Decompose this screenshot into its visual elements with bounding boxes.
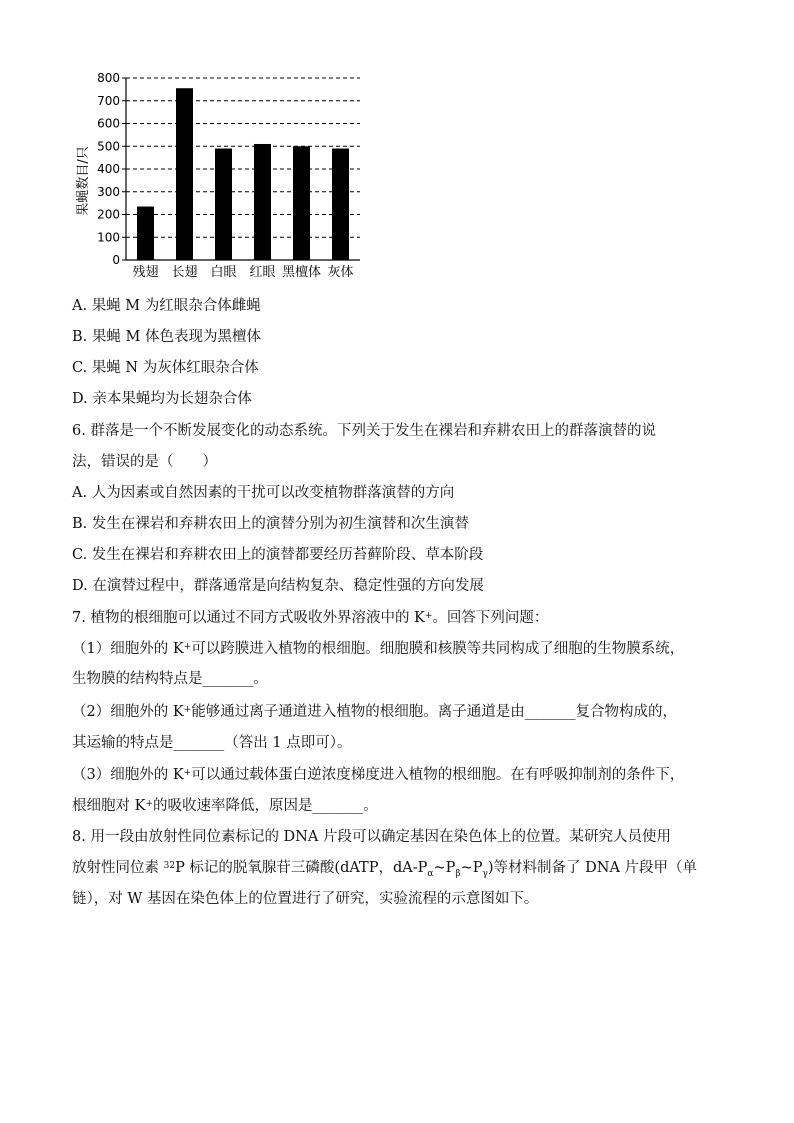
q7-stem (72, 608, 548, 628)
y-tick-label: 200 (97, 207, 120, 222)
y-tick-label: 800 (97, 71, 120, 85)
q6-option-a: A. 人为因素或自然因素的干扰可以改变植物群落演替的方向 (72, 485, 455, 501)
q8-line2-b: P 标记的脱氧腺苷三磷酸(dATP，dA-P (175, 860, 428, 876)
sub-beta: β (455, 868, 461, 879)
ion-charge: + (183, 642, 192, 652)
tilde-p2: ~P (460, 860, 483, 876)
bar (332, 149, 349, 260)
q7-p3-b: 可以通过载体蛋白逆浓度梯度进入植物的根细胞。在有呼吸抑制剂的条件下， (191, 767, 685, 783)
q7-p1-a: （1）细胞外的 K (72, 641, 184, 657)
sub-alpha: α (427, 868, 434, 879)
q6-option-d: D. 在演替过程中，群落通常是向结构复杂、稳定性强的方向发展 (72, 578, 484, 594)
y-tick-label: 500 (97, 139, 120, 154)
x-tick-label: 灰体 (327, 265, 354, 280)
chart-bars (137, 88, 349, 260)
q7-p1-line2: 生物膜的结构特点是_______。 (72, 671, 268, 687)
q7-p2-b: 能够通过离子通道进入植物的根细胞。离子通道是由_______复合物构成的， (191, 704, 677, 720)
bar (176, 88, 193, 260)
q7-stem-b: 。回答下列问题： (432, 610, 549, 626)
q5-option-d: D. 亲本果蝇均为长翅杂合体 (72, 391, 252, 407)
q7-p2-line1 (72, 702, 677, 722)
q6-option-b: B. 发生在裸岩和弃耕农田上的演替分别为初生演替和次生演替 (72, 516, 469, 532)
q7-p3-line1 (72, 765, 684, 785)
chart-grid (126, 78, 360, 237)
y-tick-label: 0 (112, 253, 120, 267)
sub-gamma: γ (482, 868, 488, 879)
y-tick-label: 600 (97, 116, 120, 131)
tilde-p1: ~P (433, 860, 456, 876)
q8-line3: 链），对 W 基因在染色体上的位置进行了研究，实验流程的示意图如下。 (72, 891, 539, 907)
q8-line2-a: 放射性同位素 (72, 860, 164, 876)
q8-line1: 8. 用一段由放射性同位素标记的 DNA 片段可以确定基因在染色体上的位置。某研究人员使用 (72, 829, 671, 845)
q8-line2 (72, 858, 697, 884)
isotope-mass-number: 32 (163, 861, 176, 871)
ion-charge: + (183, 705, 192, 715)
q7-p3-line2-b: 的吸收速率降低，原因是_______。 (153, 798, 378, 814)
x-axis-ticks (132, 264, 353, 280)
y-tick-label: 100 (97, 230, 120, 245)
q7-p3-a: （3）细胞外的 K (72, 767, 184, 783)
q5-option-c: C. 果蝇 N 为灰体红眼杂合体 (72, 360, 259, 376)
q7-p3-line2-a: 根细胞对 K (72, 798, 146, 814)
q5-option-a: A. 果蝇 M 为红眼杂合体雌蝇 (72, 298, 261, 314)
q6-stem-line1: 6. 群落是一个不断发展变化的动态系统。下列关于发生在裸岩和弃耕农田上的群落演替的说 (72, 423, 656, 439)
bar (137, 207, 154, 260)
q7-stem-a: 7. 植物的根细胞可以通过不同方式吸收外界溶液中的 K (72, 610, 425, 626)
y-axis-ticks (97, 71, 126, 267)
q7-p2-line2: 其运输的特点是_______（答出 1 点即可）。 (72, 735, 352, 751)
bar (215, 149, 232, 260)
y-tick-label: 700 (97, 93, 120, 108)
bar-chart (72, 66, 372, 286)
q7-p2-a: （2）细胞外的 K (72, 704, 184, 720)
bar (293, 146, 310, 260)
q6-stem-line2: 法，错误的是（ ） (72, 454, 217, 470)
q5-option-b: B. 果蝇 M 体色表现为黑檀体 (72, 329, 261, 345)
x-tick-label: 残翅 (132, 265, 159, 280)
y-tick-label: 300 (97, 184, 120, 199)
q8-line2-c: )等材料制备了 DNA 片段甲（单 (487, 860, 698, 876)
x-tick-label: 黑檀体 (281, 265, 322, 280)
x-tick-label: 长翅 (171, 265, 198, 280)
q7-p1-b: 可以跨膜进入植物的根细胞。细胞膜和核膜等共同构成了细胞的生物膜系统， (191, 641, 685, 657)
ion-charge: + (424, 611, 433, 621)
x-tick-label: 白眼 (210, 265, 237, 280)
q7-p3-line2 (72, 796, 378, 816)
y-tick-label: 400 (97, 162, 120, 176)
q7-p1-line1 (72, 639, 684, 659)
bar (254, 144, 271, 260)
ion-charge: + (183, 768, 192, 778)
y-axis-label: 果蝇数目/只 (76, 146, 91, 216)
x-tick-label: 红眼 (249, 265, 276, 280)
q6-option-c: C. 发生在裸岩和弃耕农田上的演替都要经历苔藓阶段、草本阶段 (72, 547, 484, 563)
ion-charge: + (145, 799, 153, 809)
